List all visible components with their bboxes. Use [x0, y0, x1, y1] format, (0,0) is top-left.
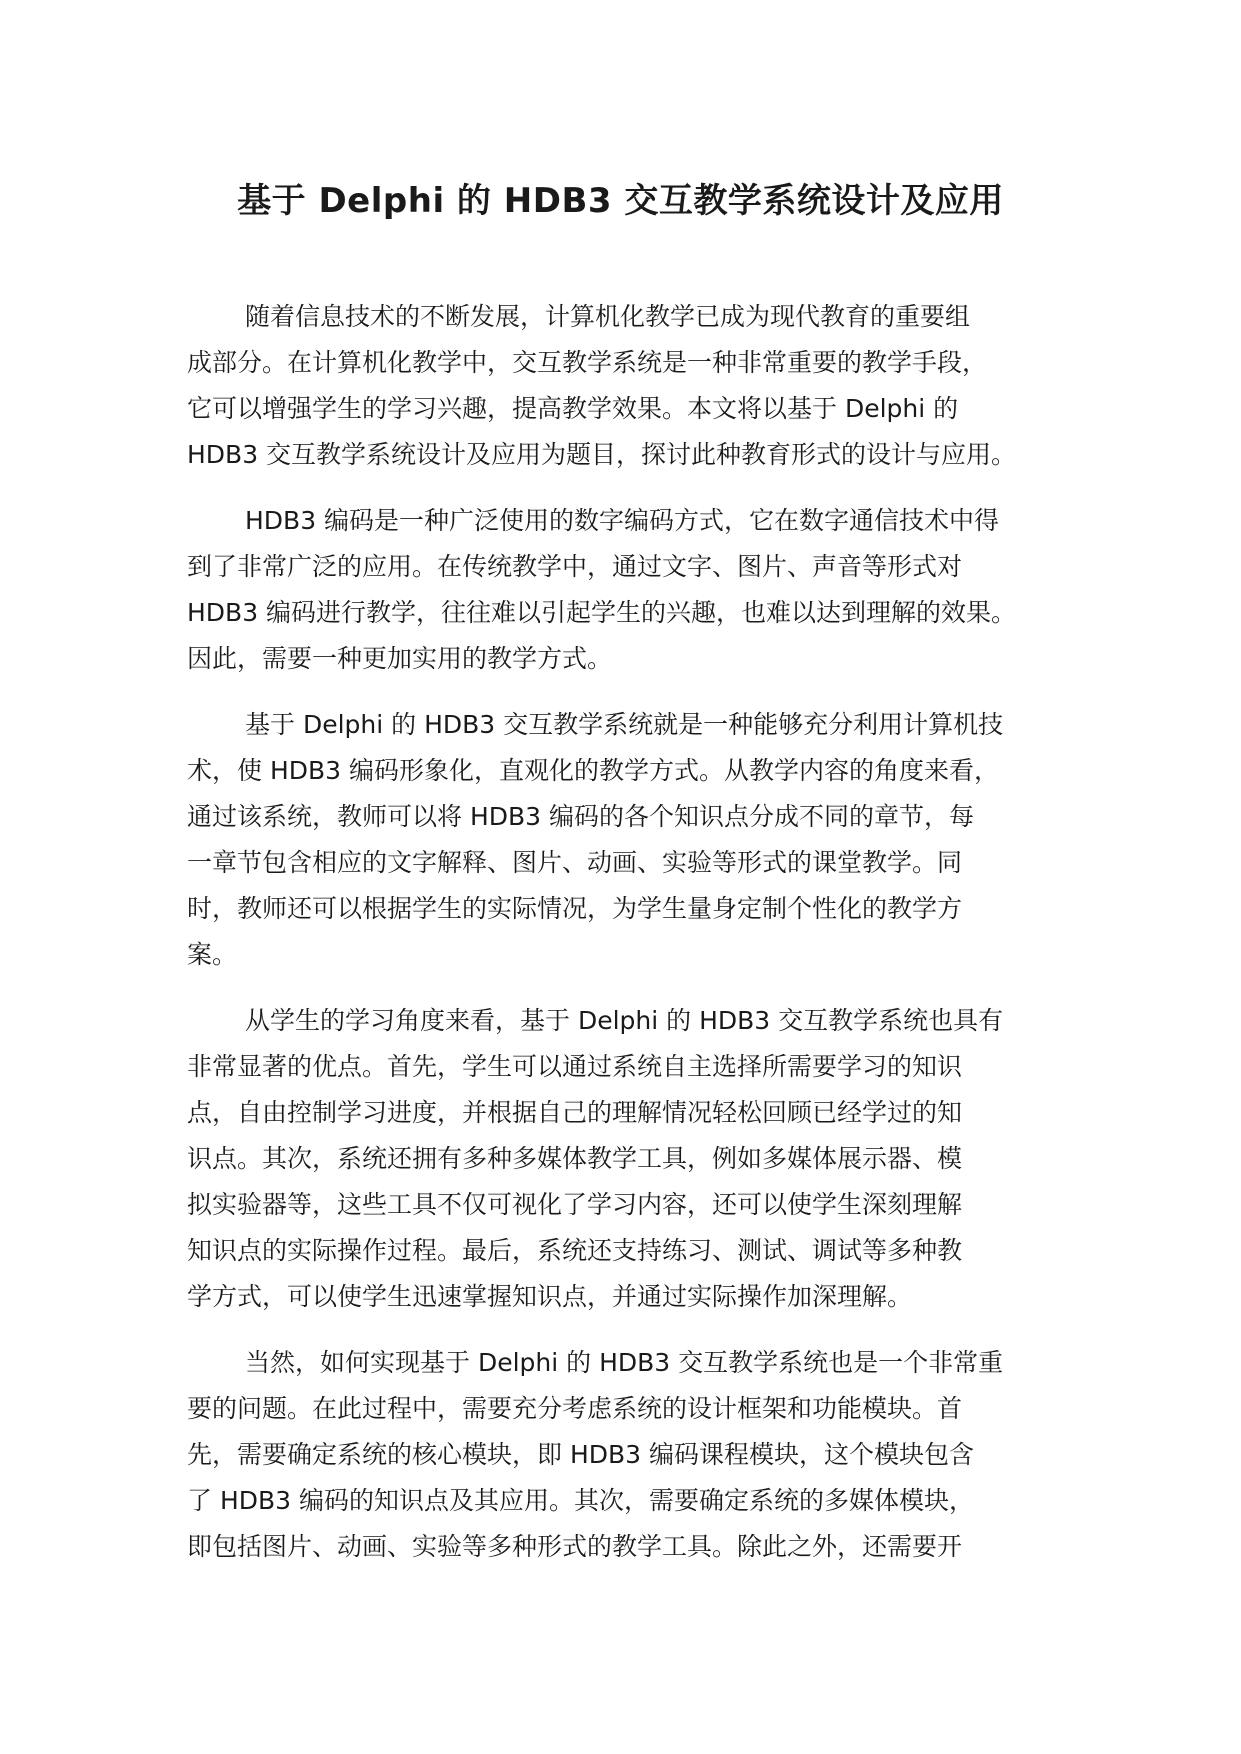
paragraph-line: 知识点的实际操作过程。最后，系统还支持练习、测试、调试等多种教: [187, 1236, 963, 1265]
paragraph-line: 识点。其次，系统还拥有多种多媒体教学工具，例如多媒体展示器、模: [187, 1144, 963, 1173]
paragraph-line: 点，自由控制学习进度，并根据自己的理解情况轻松回顾已经学过的知: [187, 1098, 963, 1127]
paragraph-line: 一章节包含相应的文字解释、图片、动画、实验等形式的课堂教学。同: [187, 848, 963, 877]
paragraph-3: [187, 702, 1077, 978]
paragraph-1: [187, 294, 1077, 478]
paragraph-line: 先，需要确定系统的核心模块，即 HDB3 编码课程模块，这个模块包含: [187, 1440, 975, 1469]
paragraph-line: 拟实验器等，这些工具不仅可视化了学习内容，还可以使学生深刻理解: [187, 1190, 963, 1219]
paragraph-line: 通过该系统，教师可以将 HDB3 编码的各个知识点分成不同的章节，每: [187, 802, 975, 831]
paragraph-line: 即包括图片、动画、实验等多种形式的教学工具。除此之外，还需要开: [187, 1532, 963, 1561]
paragraph-line: HDB3 编码是一种广泛使用的数字编码方式，它在数字通信技术中得: [245, 506, 1000, 535]
paragraph-5: [187, 1340, 1077, 1570]
paragraph-line: 到了非常广泛的应用。在传统教学中，通过文字、图片、声音等形式对: [187, 552, 963, 581]
document-body: [187, 294, 1077, 1590]
paragraph-line: 成部分。在计算机化教学中，交互教学系统是一种非常重要的教学手段，: [187, 348, 988, 377]
paragraph-4: [187, 998, 1077, 1320]
paragraph-line: 要的问题。在此过程中，需要充分考虑系统的设计框架和功能模块。首: [187, 1394, 963, 1423]
paragraph-line: HDB3 编码进行教学，往往难以引起学生的兴趣，也难以达到理解的效果。: [187, 598, 1017, 627]
paragraph-line: 当然，如何实现基于 Delphi 的 HDB3 交互教学系统也是一个非常重: [245, 1348, 1004, 1377]
paragraph-line: 从学生的学习角度来看，基于 Delphi 的 HDB3 交互教学系统也具有: [245, 1006, 1004, 1035]
paragraph-line: 基于 Delphi 的 HDB3 交互教学系统就是一种能够充分利用计算机技: [245, 710, 1004, 739]
paragraph-line: 随着信息技术的不断发展，计算机化教学已成为现代教育的重要组: [245, 302, 971, 331]
paragraph-line: 术，使 HDB3 编码形象化，直观化的教学方式。从教学内容的角度来看，: [187, 756, 1000, 785]
paragraph-line: 案。: [187, 940, 238, 969]
paragraph-line: 它可以增强学生的学习兴趣，提高教学效果。本文将以基于 Delphi 的: [187, 394, 959, 423]
document-title: 基于 Delphi 的 HDB3 交互教学系统设计及应用: [237, 181, 1004, 221]
paragraph-line: 了 HDB3 编码的知识点及其应用。其次，需要确定系统的多媒体模块，: [187, 1486, 975, 1515]
paragraph-line: HDB3 交互教学系统设计及应用为题目，探讨此种教育形式的设计与应用。: [187, 440, 1017, 469]
paragraph-line: 非常显著的优点。首先，学生可以通过系统自主选择所需要学习的知识: [187, 1052, 963, 1081]
paragraph-line: 因此，需要一种更加实用的教学方式。: [187, 644, 613, 673]
paragraph-line: 学方式，可以使学生迅速掌握知识点，并通过实际操作加深理解。: [187, 1282, 913, 1311]
paragraph-2: [187, 498, 1077, 682]
paragraph-line: 时，教师还可以根据学生的实际情况，为学生量身定制个性化的教学方: [187, 894, 963, 923]
